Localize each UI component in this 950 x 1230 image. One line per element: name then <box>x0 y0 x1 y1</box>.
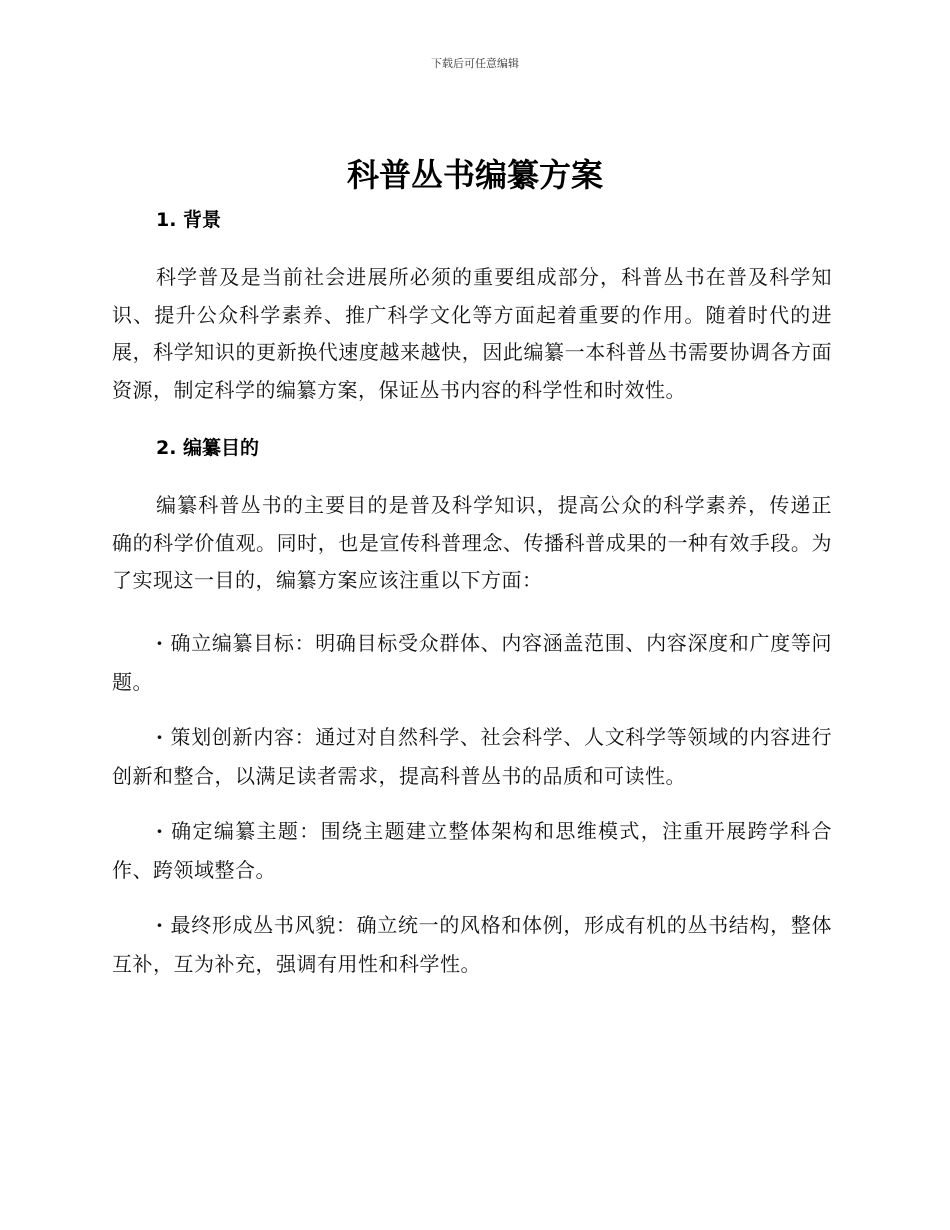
document-body <box>112 205 832 1000</box>
bullet-dot-icon: · <box>156 630 164 655</box>
bullet-text: 确立编纂目标：明确目标受众群体、内容涵盖范围、内容深度和广度等问题。 <box>112 630 833 694</box>
bullet-text: 确定编纂主题：围绕主题建立整体架构和思维模式，注重开展跨学科合作、跨领域整合。 <box>112 818 832 882</box>
section-heading-background: 1. 背景 <box>156 209 222 231</box>
bullet-text: 最终形成丛书风貌：确立统一的风格和体例，形成有机的丛书结构，整体互补，互为补充，强调有用性和科学性。 <box>112 912 833 976</box>
bullet-text: 策划创新内容：通过对自然科学、社会科学、人文科学等领域的内容进行创新和整合，以满足读者需求，提高科普丛书的品质和可读性。 <box>112 724 833 788</box>
bullet-item <box>112 624 832 702</box>
bullet-dot-icon: · <box>156 724 164 749</box>
purpose-paragraph: 编纂科普丛书的主要目的是普及科学知识，提高公众的科学素养，传递正确的科学价值观。同时，也是宣传科普理念、传播科普成果的一种有效手段。为了实现这一目的，编纂方案应该注重以下方面： <box>112 493 832 592</box>
bullet-item <box>112 718 832 796</box>
bullet-dot-icon: · <box>156 912 164 937</box>
bullet-item <box>112 906 832 984</box>
document-title: 科普丛书编纂方案 <box>346 156 603 194</box>
section-heading-purpose: 2. 编纂目的 <box>156 437 260 459</box>
background-paragraph: 科学普及是当前社会进展所必须的重要组成部分，科普丛书在普及科学知识、提升公众科学素养、推广科学文化等方面起着重要的作用。随着时代的进展，科学知识的更新换代速度越来越快，因此编纂一本科普丛书需要协调各方面资源，制定科学的编纂方案，保证丛书内容的科学性和时效性。 <box>112 265 832 402</box>
bullet-item <box>112 812 832 890</box>
bullet-dot-icon: · <box>156 818 164 843</box>
header-note: 下载后可任意编辑 <box>431 57 519 70</box>
